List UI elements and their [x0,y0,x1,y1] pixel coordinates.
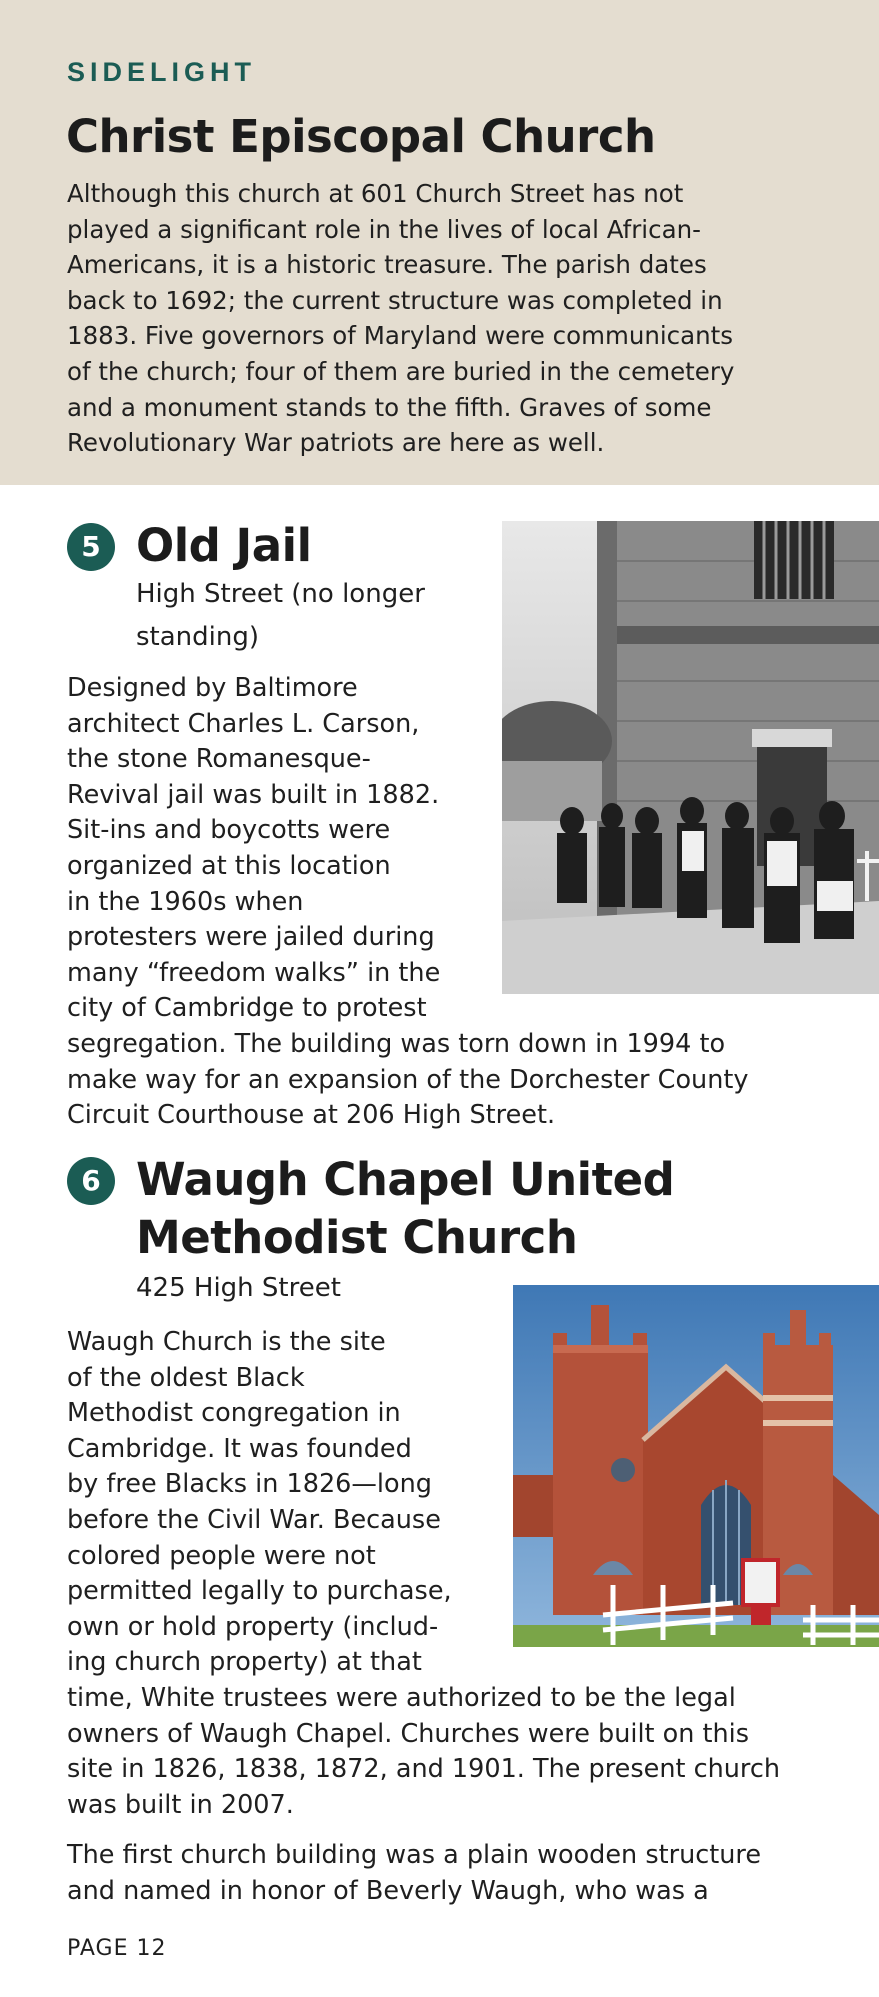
text-line: permitted legally to purchase, [67,1576,452,1607]
section-body-continued [67,1838,761,1909]
address-line: standing) [136,622,260,652]
text-line: Cambridge. It was founded [67,1433,412,1464]
text-line: segregation. The building was torn down in 1994 to [67,1028,726,1059]
text-line: time, White trustees were authorized to be the legal [67,1682,736,1713]
text-line: Waugh Church is the site [67,1327,386,1357]
text-line: architect Charles L. Carson, [67,708,420,739]
section-number-badge: 5 [67,523,115,571]
text-line: Revival jail was built in 1882. [67,779,440,810]
text-line: colored people were not [67,1540,376,1571]
text-line: before the Civil War. Because [67,1504,441,1535]
text-line: in the 1960s when [67,886,304,917]
text-line: by free Blacks in 1826—long [67,1469,432,1500]
text-line: owners of Waugh Chapel. Churches were built on this [67,1718,750,1749]
text-line: Methodist congregation in [67,1398,401,1429]
text-line: The first church building was a plain wooden structure [67,1840,762,1870]
title-line: Old Jail [136,519,312,572]
text-line: was built in 2007. [67,1789,294,1820]
text-line: Circuit Courthouse at 206 High Street. [67,1100,556,1131]
text-line: Although this church at 601 Church Street has not [67,179,684,208]
section-number-badge: 6 [67,1157,115,1205]
title-line: Waugh Chapel United [136,1153,675,1206]
text-line: Sit-ins and boycotts were [67,815,391,846]
text-line: of the oldest Black [67,1362,305,1393]
text-line: site in 1826, 1838, 1872, and 1901. The present church [67,1754,781,1785]
address-line: 425 High Street [136,1273,341,1303]
section-title [136,1151,674,1267]
text-line: ing church property) at that [67,1647,422,1678]
section-address [136,573,425,659]
text-line: own or hold property (includ- [67,1611,439,1642]
text-line: and a monument stands to the fifth. Graves of some [67,392,712,422]
text-line: 1883. Five governors of Maryland were communicants [67,321,734,351]
text-line: Americans, it is a historic treasure. The parish dates [67,250,707,280]
section-title [136,517,312,575]
text-line: of the church; four of them are buried in the cemetery [67,356,735,386]
section-address [136,1267,341,1310]
page-number: PAGE 12 [67,1936,167,1961]
sidelight-kicker: SIDELIGHT [67,57,257,87]
sidelight-body [67,176,817,461]
sidelight-box [0,0,879,485]
text-line: Revolutionary War patriots are here as well. [67,428,605,458]
text-line: played a significant role in the lives of local African- [67,214,701,244]
address-line: High Street (no longer [136,579,425,609]
text-line: make way for an expansion of the Dorchester County [67,1064,749,1095]
text-line: many “freedom walks” in the [67,957,441,988]
text-line: Designed by Baltimore [67,673,358,703]
text-line: protesters were jailed during [67,922,435,953]
text-line: city of Cambridge to protest [67,993,427,1024]
text-line: back to 1692; the current structure was completed in [67,285,723,315]
section-body [67,671,748,1134]
text-line: and named in honor of Beverly Waugh, who was a [67,1875,709,1906]
section-body [67,1325,780,1823]
title-line: Methodist Church [136,1211,578,1264]
text-line: the stone Romanesque- [67,744,371,775]
text-line: organized at this location [67,850,391,881]
sidelight-title: Christ Episcopal Church [66,110,656,163]
